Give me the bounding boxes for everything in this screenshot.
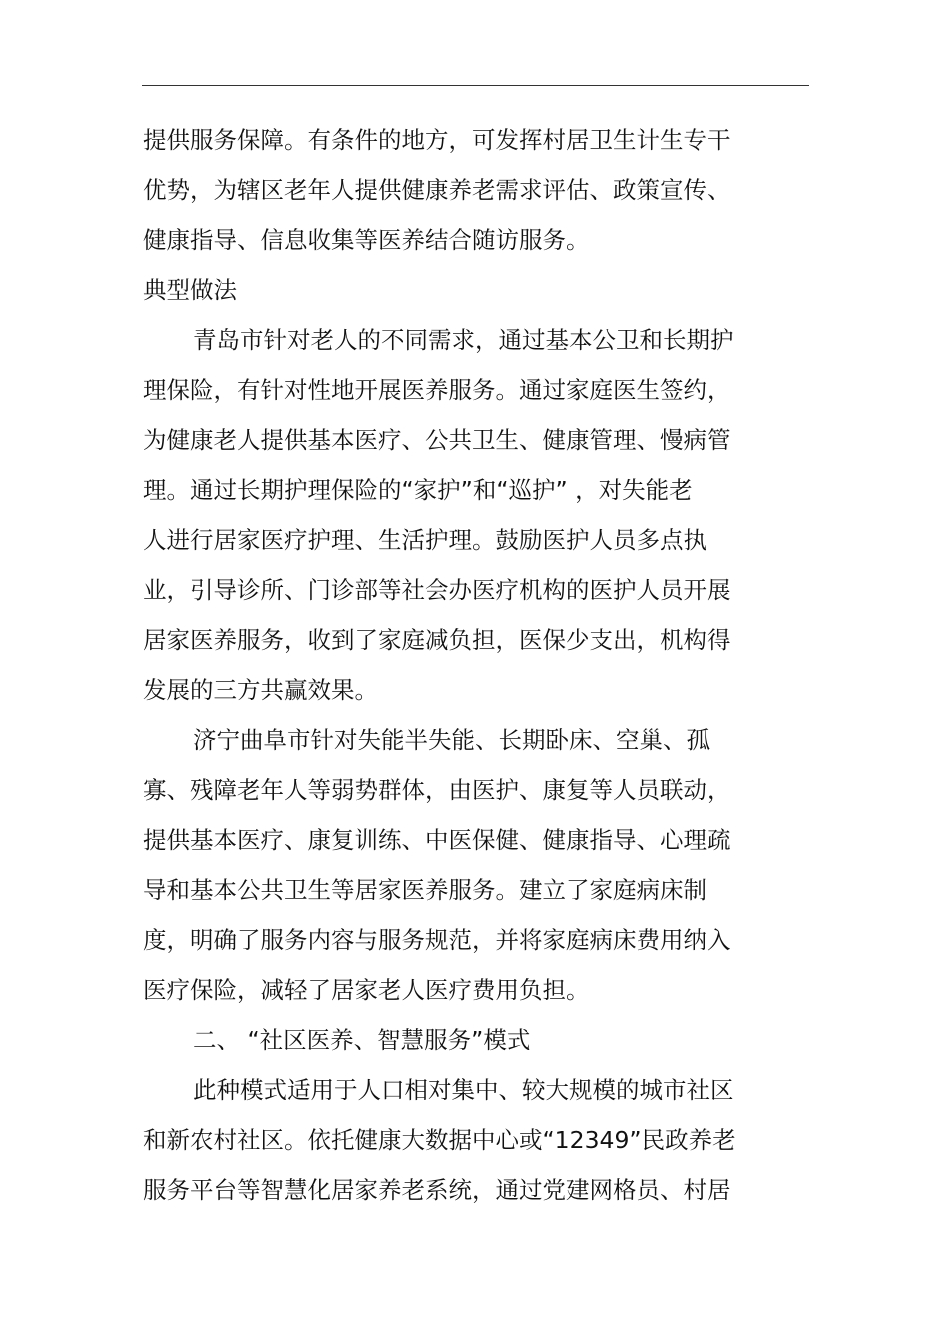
text-line: 理。通过长期护理保险的“家护”和“巡护” ，对失能老: [143, 476, 693, 504]
text-line: 健康指导、信息收集等医养结合随访服务。: [143, 226, 590, 254]
text-line: 度，明确了服务内容与服务规范，并将家庭病床费用纳入: [143, 926, 731, 954]
text-line: 业，引导诊所、门诊部等社会办医疗机构的医护人员开展: [143, 576, 731, 604]
text-line: 二、 “社区医养、智慧服务”模式: [193, 1026, 531, 1054]
text-line: 提供基本医疗、康复训练、中医保健、健康指导、心理疏: [143, 826, 731, 854]
text-line: 医疗保险，减轻了居家老人医疗费用负担。: [143, 976, 590, 1004]
text-line: 寡、残障老年人等弱势群体，由医护、康复等人员联动，: [143, 776, 731, 804]
text-line: 服务平台等智慧化居家养老系统，通过党建网格员、村居: [143, 1176, 731, 1204]
text-line: 青岛市针对老人的不同需求，通过基本公卫和长期护: [193, 326, 734, 354]
text-line: 优势，为辖区老年人提供健康养老需求评估、政策宣传、: [143, 176, 731, 204]
header-rule: [142, 85, 809, 86]
document-body: [143, 115, 815, 1215]
text-line: 典型做法: [143, 276, 237, 304]
text-line: 居家医养服务，收到了家庭减负担，医保少支出，机构得: [143, 626, 731, 654]
text-line: 发展的三方共赢效果。: [143, 676, 378, 704]
text-line: 导和基本公共卫生等居家医养服务。建立了家庭病床制: [143, 876, 707, 904]
text-line: 理保险，有针对性地开展医养服务。通过家庭医生签约，: [143, 376, 731, 404]
text-line: 为健康老人提供基本医疗、公共卫生、健康管理、慢病管: [143, 426, 731, 454]
text-line: 济宁曲阜市针对失能半失能、长期卧床、空巢、孤: [193, 726, 710, 754]
text-line: 和新农村社区。依托健康大数据中心或“12349”民政养老: [143, 1126, 736, 1154]
text-line: 人进行居家医疗护理、生活护理。鼓励医护人员多点执: [143, 526, 707, 554]
text-line: 提供服务保障。有条件的地方，可发挥村居卫生计生专干: [143, 126, 731, 154]
text-line: 此种模式适用于人口相对集中、较大规模的城市社区: [193, 1076, 734, 1104]
